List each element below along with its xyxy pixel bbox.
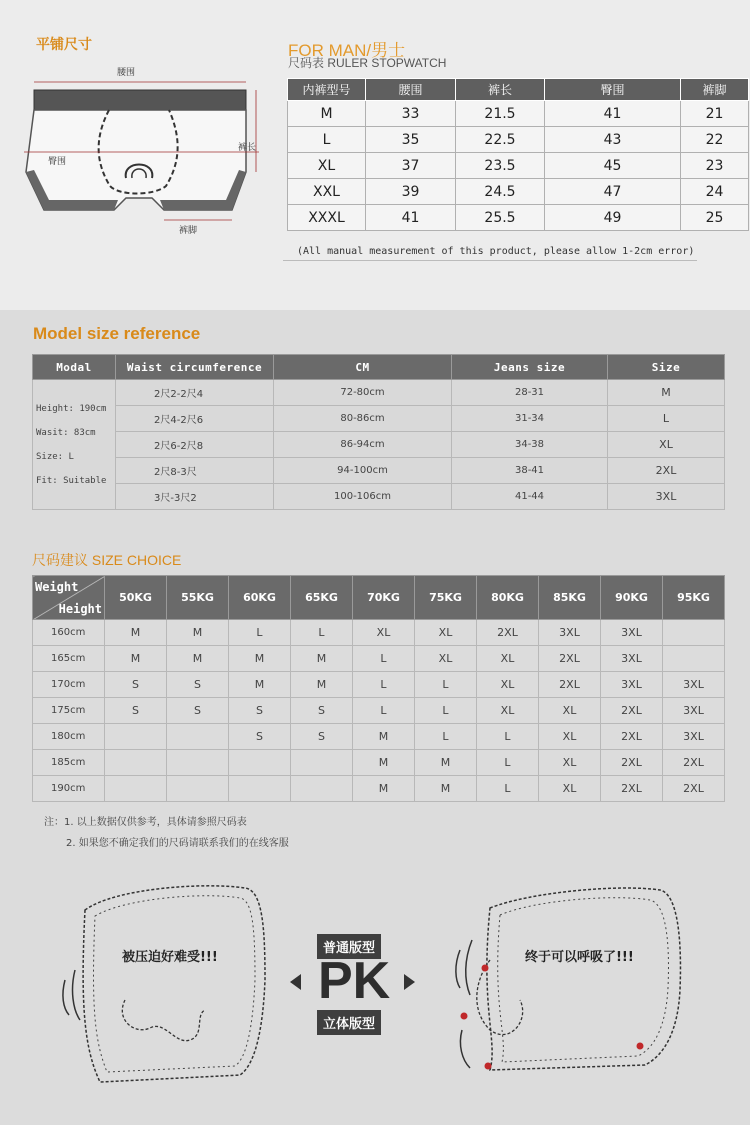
size-cell: XL <box>539 698 601 724</box>
size-cell: M <box>353 776 415 802</box>
table-cell: 2XL <box>608 458 725 484</box>
arrow-right-icon <box>404 974 415 990</box>
size-cell: XL <box>353 620 415 646</box>
weight-header: 75KG <box>415 576 477 620</box>
table-row <box>33 646 725 672</box>
size-cell: M <box>229 646 291 672</box>
size-cell: M <box>291 646 353 672</box>
table-cell: 94-100cm <box>274 458 452 484</box>
table-cell: M <box>288 101 366 127</box>
table-row <box>288 153 749 179</box>
size-cell: L <box>229 620 291 646</box>
size-cell: L <box>477 724 539 750</box>
label-length: 裤长 <box>238 143 257 153</box>
regular-cut-caption: 被压迫好难受!!! <box>122 950 218 965</box>
table-row <box>288 127 749 153</box>
size-cell: XL <box>539 724 601 750</box>
size-cell <box>229 776 291 802</box>
weight-header: 70KG <box>353 576 415 620</box>
ruler-header-cell: 腰围 <box>366 79 456 101</box>
model-header-cell: CM <box>274 355 452 380</box>
table-cell: 33 <box>366 101 456 127</box>
pressure-dot <box>482 965 489 972</box>
size-cell: L <box>353 646 415 672</box>
table-cell: 49 <box>545 205 681 231</box>
table-cell: 80-86cm <box>274 406 452 432</box>
size-cell: L <box>291 620 353 646</box>
regular-cut-badge: 普通版型 <box>317 934 381 959</box>
weight-header: 95KG <box>663 576 725 620</box>
size-cell <box>291 776 353 802</box>
size-cell: S <box>167 698 229 724</box>
flat-size-title: 平铺尺寸 <box>36 37 92 53</box>
table-cell: 37 <box>366 153 456 179</box>
table-cell: 25.5 <box>456 205 545 231</box>
table-cell: 45 <box>545 153 681 179</box>
label-waist: 腰围 <box>117 68 136 78</box>
table-cell: 22 <box>681 127 749 153</box>
table-cell: 38-41 <box>452 458 608 484</box>
size-cell <box>105 724 167 750</box>
table-cell: 35 <box>366 127 456 153</box>
size-cell: 2XL <box>601 750 663 776</box>
table-cell: 47 <box>545 179 681 205</box>
regular-cut-illustration <box>55 870 300 1095</box>
table-cell: 21 <box>681 101 749 127</box>
model-section-title: Model size reference <box>33 324 201 343</box>
weight-header: 65KG <box>291 576 353 620</box>
table-row <box>288 205 749 231</box>
label-leg: 裤脚 <box>179 226 198 236</box>
pressure-dot <box>637 1043 644 1050</box>
height-cell: 190cm <box>33 776 105 802</box>
size-cell: S <box>105 672 167 698</box>
size-cell: M <box>229 672 291 698</box>
model-header-cell: Waist circumference <box>116 355 274 380</box>
size-cell: M <box>415 750 477 776</box>
size-cell: 2XL <box>663 750 725 776</box>
table-cell: 41 <box>545 101 681 127</box>
3d-cut-illustration <box>450 870 695 1095</box>
size-cell: L <box>415 698 477 724</box>
size-cell <box>229 750 291 776</box>
size-cell: 3XL <box>601 646 663 672</box>
ruler-header-cell: 裤脚 <box>681 79 749 101</box>
table-row <box>33 672 725 698</box>
table-cell: L <box>608 406 725 432</box>
size-cell <box>663 646 725 672</box>
size-cell <box>167 776 229 802</box>
table-row <box>33 776 725 802</box>
size-cell: S <box>291 724 353 750</box>
note-line: 2. 如果您不确定我们的尺码请联系我们的在线客服 <box>66 838 289 849</box>
size-cell: 3XL <box>601 620 663 646</box>
table-cell: 3尺-3尺2 <box>116 484 274 510</box>
label-hip: 臀围 <box>48 157 67 167</box>
model-fit: Fit: Suitable <box>36 475 107 486</box>
size-choice-table <box>32 575 725 802</box>
height-cell: 165cm <box>33 646 105 672</box>
size-cell: L <box>477 776 539 802</box>
table-cell: M <box>608 380 725 406</box>
table-cell: 100-106cm <box>274 484 452 510</box>
height-cell: 175cm <box>33 698 105 724</box>
choice-header-row <box>33 576 725 620</box>
table-row <box>33 724 725 750</box>
weight-header: 50KG <box>105 576 167 620</box>
measurement-note: (All manual measurement of this product, please allow 1-2cm error) <box>283 246 697 261</box>
table-cell: 2尺4-2尺6 <box>116 406 274 432</box>
model-waist: Wasit: 83cm <box>36 427 96 438</box>
size-cell: XL <box>477 646 539 672</box>
size-cell: S <box>105 698 167 724</box>
height-cell: 180cm <box>33 724 105 750</box>
size-choice-title: 尺码建议 SIZE CHOICE <box>32 552 182 568</box>
table-row <box>33 698 725 724</box>
table-cell: 2尺8-3尺 <box>116 458 274 484</box>
size-cell: L <box>353 672 415 698</box>
table-cell: 39 <box>366 179 456 205</box>
table-row <box>33 432 725 458</box>
size-cell <box>167 750 229 776</box>
table-cell: XL <box>608 432 725 458</box>
table-cell: 24 <box>681 179 749 205</box>
model-header-cell: Modal <box>33 355 116 380</box>
size-cell: L <box>353 698 415 724</box>
model-table <box>32 354 725 510</box>
table-cell: 86-94cm <box>274 432 452 458</box>
size-cell: XL <box>477 672 539 698</box>
table-cell: L <box>288 127 366 153</box>
choice-body <box>33 620 725 802</box>
size-cell: 2XL <box>601 776 663 802</box>
table-cell: 3XL <box>608 484 725 510</box>
ruler-header-cell: 裤长 <box>456 79 545 101</box>
size-cell: 3XL <box>539 620 601 646</box>
table-cell: 24.5 <box>456 179 545 205</box>
weight-header: 80KG <box>477 576 539 620</box>
size-section <box>0 0 750 310</box>
size-cell: M <box>105 620 167 646</box>
table-row <box>33 620 725 646</box>
size-cell: 3XL <box>663 724 725 750</box>
table-row <box>33 380 725 406</box>
size-cell: M <box>415 776 477 802</box>
size-cell: S <box>167 672 229 698</box>
size-cell: 2XL <box>601 698 663 724</box>
table-row <box>33 750 725 776</box>
table-cell: 31-34 <box>452 406 608 432</box>
model-size: Size: L <box>36 451 74 462</box>
table-cell: 41 <box>366 205 456 231</box>
height-cell: 170cm <box>33 672 105 698</box>
table-row <box>33 406 725 432</box>
table-cell: XXXL <box>288 205 366 231</box>
model-header-cell: Size <box>608 355 725 380</box>
table-cell: 23 <box>681 153 749 179</box>
pressure-dot <box>461 1013 468 1020</box>
size-cell: M <box>167 646 229 672</box>
pk-label: PK <box>318 952 391 1010</box>
size-cell: L <box>477 750 539 776</box>
3d-cut-caption: 终于可以呼吸了!!! <box>525 950 634 965</box>
size-cell <box>663 620 725 646</box>
weight-header: 90KG <box>601 576 663 620</box>
size-cell: M <box>167 620 229 646</box>
table-row <box>288 179 749 205</box>
size-cell <box>105 776 167 802</box>
size-cell: XL <box>539 776 601 802</box>
ruler-header-cell: 内裤型号 <box>288 79 366 101</box>
size-cell: 2XL <box>663 776 725 802</box>
size-cell: 3XL <box>663 698 725 724</box>
size-cell: M <box>291 672 353 698</box>
model-info-cell <box>33 380 116 510</box>
size-cell: L <box>415 724 477 750</box>
size-cell: M <box>353 724 415 750</box>
pressure-dot <box>485 1063 492 1070</box>
size-notes <box>44 812 289 854</box>
size-cell: XL <box>477 698 539 724</box>
weight-header: 60KG <box>229 576 291 620</box>
size-cell: 2XL <box>601 724 663 750</box>
table-cell: 43 <box>545 127 681 153</box>
ruler-subtitle: 尺码表 RULER STOPWATCH <box>288 56 447 70</box>
height-cell: 185cm <box>33 750 105 776</box>
model-height: Height: 190cm <box>36 403 107 414</box>
ruler-table <box>287 78 749 231</box>
table-cell: 22.5 <box>456 127 545 153</box>
note-line: 注：1. 以上数据仅供参考，具体请参照尺码表 <box>44 817 247 828</box>
table-cell: 41-44 <box>452 484 608 510</box>
size-cell: S <box>229 724 291 750</box>
table-cell: XL <box>288 153 366 179</box>
table-cell: XXL <box>288 179 366 205</box>
size-cell: S <box>229 698 291 724</box>
model-header-cell: Jeans size <box>452 355 608 380</box>
size-cell <box>291 750 353 776</box>
size-cell: 2XL <box>539 672 601 698</box>
height-cell: 160cm <box>33 620 105 646</box>
size-cell: L <box>415 672 477 698</box>
table-cell: 72-80cm <box>274 380 452 406</box>
table-row <box>288 101 749 127</box>
table-cell: 34-38 <box>452 432 608 458</box>
table-cell: 28-31 <box>452 380 608 406</box>
size-cell: XL <box>415 620 477 646</box>
ruler-header-cell: 臀围 <box>545 79 681 101</box>
briefs-illustration <box>14 60 264 240</box>
model-header-row <box>33 355 725 380</box>
size-cell: 2XL <box>539 646 601 672</box>
table-row <box>33 484 725 510</box>
table-cell: 21.5 <box>456 101 545 127</box>
weight-height-corner <box>33 576 105 620</box>
size-cell <box>167 724 229 750</box>
table-cell: 2尺6-2尺8 <box>116 432 274 458</box>
size-cell: 2XL <box>477 620 539 646</box>
size-cell: S <box>291 698 353 724</box>
corner-weight-label: Weight <box>35 580 79 594</box>
size-cell: M <box>353 750 415 776</box>
3d-cut-badge: 立体版型 <box>317 1010 381 1035</box>
arrow-left-icon <box>290 974 301 990</box>
size-cell: M <box>105 646 167 672</box>
table-row <box>33 458 725 484</box>
weight-header: 55KG <box>167 576 229 620</box>
size-cell <box>105 750 167 776</box>
size-cell: XL <box>539 750 601 776</box>
corner-height-label: Height <box>58 602 102 616</box>
table-cell: 2尺2-2尺4 <box>116 380 274 406</box>
table-cell: 23.5 <box>456 153 545 179</box>
ruler-title: FOR MAN/男士 <box>288 41 406 60</box>
table-cell: 25 <box>681 205 749 231</box>
size-cell: XL <box>415 646 477 672</box>
weight-header: 85KG <box>539 576 601 620</box>
size-cell: 3XL <box>663 672 725 698</box>
size-cell: 3XL <box>601 672 663 698</box>
ruler-header-row <box>288 79 749 101</box>
